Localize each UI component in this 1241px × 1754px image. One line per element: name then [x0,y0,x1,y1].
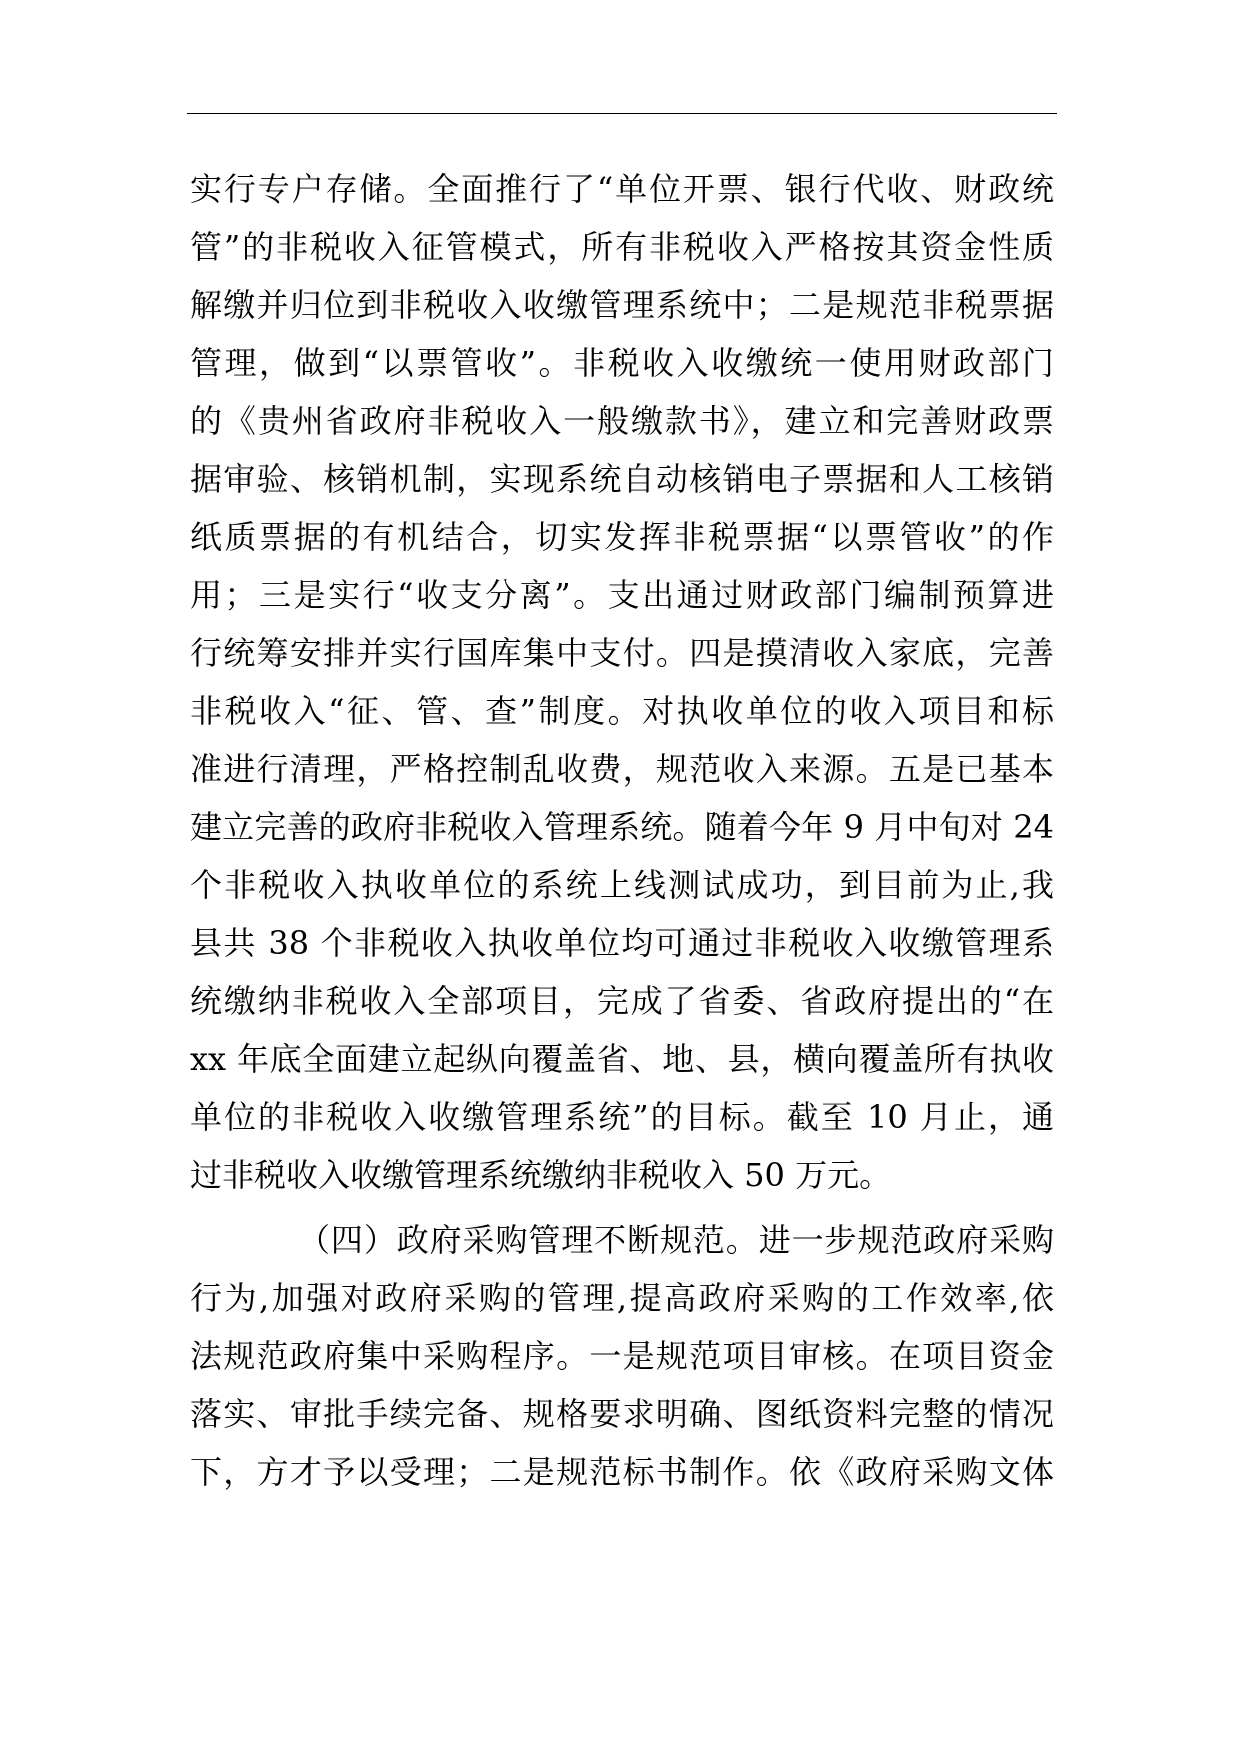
paragraph-government-procurement [190,1211,1054,1501]
text-line: 个非税收入执收单位的系统上线测试成功，到目前为止,我 [190,866,1054,904]
text-line: 管理，做到“以票管收”。非税收入收缴统一使用财政部门 [190,344,1054,382]
header-rule [187,113,1057,114]
text-line: 下，方才予以受理；二是规范标书制作。依《政府采购文体 [190,1453,1054,1491]
paragraph-non-tax-revenue [190,160,1054,1204]
text-line: 过非税收入收缴管理系统缴纳非税收入 50 万元。 [190,1156,892,1194]
text-line: 实行专户存储。全面推行了“单位开票、银行代收、财政统 [190,170,1054,208]
text-line: 的《贵州省政府非税收入一般缴款书》，建立和完善财政票 [190,402,1054,440]
text-line: 解缴并归位到非税收入收缴管理系统中；二是规范非税票据 [190,286,1054,324]
text-line: 纸质票据的有机结合，切实发挥非税票据“以票管收”的作 [190,518,1054,556]
text-line: 法规范政府集中采购程序。一是规范项目审核。在项目资金 [190,1337,1054,1375]
text-line: 准进行清理，严格控制乱收费，规范收入来源。五是已基本 [190,750,1054,788]
text-line: 县共 38 个非税收入执收单位均可通过非税收入收缴管理系 [190,924,1054,962]
text-line: 据审验、核销机制，实现系统自动核销电子票据和人工核销 [190,460,1054,498]
text-line: 管”的非税收入征管模式，所有非税收入严格按其资金性质 [190,228,1054,266]
text-line: 行为,加强对政府采购的管理,提高政府采购的工作效率,依 [190,1279,1054,1317]
text-line: 落实、审批手续完备、规格要求明确、图纸资料完整的情况 [190,1395,1054,1433]
text-line: 单位的非税收入收缴管理系统”的目标。截至 10 月止，通 [190,1098,1054,1136]
text-line: 建立完善的政府非税收入管理系统。随着今年 9 月中旬对 24 [190,808,1054,846]
text-line: 非税收入“征、管、查”制度。对执收单位的收入项目和标 [190,692,1054,730]
text-line: 行统筹安排并实行国库集中支付。四是摸清收入家底，完善 [190,634,1054,672]
text-line: （四）政府采购管理不断规范。进一步规范政府采购 [298,1221,1054,1259]
text-line: xx 年底全面建立起纵向覆盖省、地、县，横向覆盖所有执收 [190,1040,1054,1078]
text-line: 统缴纳非税收入全部项目，完成了省委、省政府提出的“在 [190,982,1054,1020]
text-line: 用；三是实行“收支分离”。支出通过财政部门编制预算进 [190,576,1054,614]
